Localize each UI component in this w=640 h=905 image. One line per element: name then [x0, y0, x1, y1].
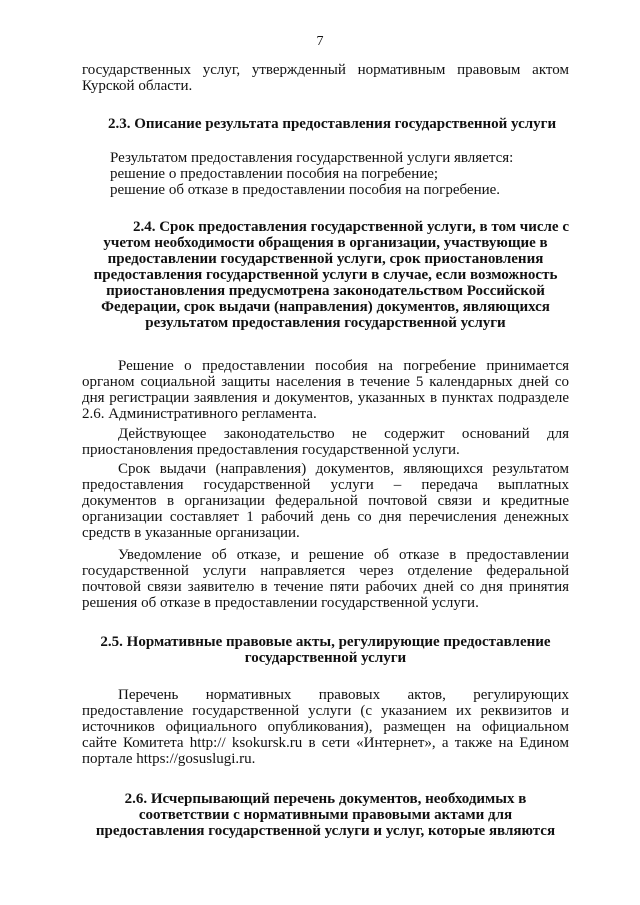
text-line: портале https://gosuslugi.ru.: [82, 751, 256, 767]
text-line: решения об отказе в предоставлении государственной услуги.: [82, 595, 479, 611]
heading-line: соответствии с нормативными правовыми актами для: [138, 807, 513, 823]
text-line: Курской области.: [82, 78, 193, 94]
heading-line: 2.5. Нормативные правовые акты, регулирующие предоставление: [100, 634, 551, 650]
section-2-4-paragraph: [82, 426, 569, 458]
text-line: государственной услуги направляется через отделение федеральной: [82, 563, 569, 579]
heading-line: государственной услуги: [244, 650, 407, 666]
section-2-5-paragraph: [82, 687, 569, 767]
heading-line: Федерации, срок выдачи (направления) документов, являющихся: [101, 299, 550, 315]
text-line: средств в указанные организации.: [82, 525, 300, 541]
text-line: документов в организации федеральной почтовой связи и кредитные: [82, 493, 569, 509]
text-line: 2.6. Административного регламента.: [82, 406, 317, 422]
section-2-3-heading: 2.3. Описание результата предоставления государственной услуги: [108, 116, 557, 132]
text-line: Перечень нормативных правовых актов, регулирующих: [118, 687, 569, 703]
heading-line: приостановления предусмотрена законодательством Российской: [106, 283, 545, 299]
section-2-3-body: [110, 150, 569, 198]
text-line: органом социальной защиты населения в течение 5 календарных дней со: [82, 374, 569, 390]
section-2-4-heading: [82, 219, 569, 331]
text-line: предоставление государственной услуги (с указанием их реквизитов и: [82, 703, 569, 719]
heading-line: предоставления государственной услуги и услуг, которые являются: [95, 823, 556, 839]
heading-line: 2.6. Исчерпывающий перечень документов, необходимых в: [124, 791, 527, 807]
text-line: дня регистрации заявления и документов, указанных в пунктах подразделе: [82, 390, 569, 406]
text-line: решение о предоставлении пособия на погребение;: [110, 166, 439, 182]
text-line: государственных услуг, утвержденный нормативным правовым актом: [82, 62, 569, 78]
text-line: почтовой связи заявителю в течение пяти рабочих дней со дня принятия: [82, 579, 569, 595]
text-line: организации составляет 1 рабочий день со дня перечисления денежных: [82, 509, 569, 525]
page-number: 7: [316, 34, 324, 49]
heading-line: 2.4. Срок предоставления государственной услуги, в том числе с: [132, 219, 569, 235]
heading-line: предоставления государственной услуги в случае, если возможность: [93, 267, 558, 283]
text-line: приостановления предоставления государственной услуги.: [82, 442, 460, 458]
section-2-5-heading: [82, 634, 569, 666]
text-line: Действующее законодательство не содержит оснований для: [118, 426, 569, 442]
section-2-6-heading: [82, 791, 569, 839]
heading-line: учетом необходимости обращения в организации, участвующие в: [103, 235, 548, 251]
heading-line: предоставлении государственной услуги, срок приостановления: [107, 251, 544, 267]
heading-line: результатом предоставления государственной услуги: [145, 315, 506, 331]
text-line: источников официального опубликования), размещен на официальном: [82, 719, 569, 735]
section-2-4-paragraph: [82, 547, 569, 611]
section-2-4-paragraph: [82, 358, 569, 422]
text-line: предоставления государственной услуги – передача выплатных: [82, 477, 569, 493]
text-line: Уведомление об отказе, и решение об отказе в предоставлении: [118, 547, 569, 563]
text-line: сайте Комитета http:// ksokursk.ru в сети «Интернет», а также на Едином: [82, 735, 569, 751]
text-line: решение об отказе в предоставлении пособия на погребение.: [110, 182, 501, 198]
intro-paragraph: [82, 62, 569, 94]
text-line: Решение о предоставлении пособия на погребение принимается: [118, 358, 569, 374]
text-line: Результатом предоставления государственной услуги является:: [110, 150, 514, 166]
section-2-4-paragraph: [82, 461, 569, 541]
text-line: Срок выдачи (направления) документов, являющихся результатом: [118, 461, 569, 477]
